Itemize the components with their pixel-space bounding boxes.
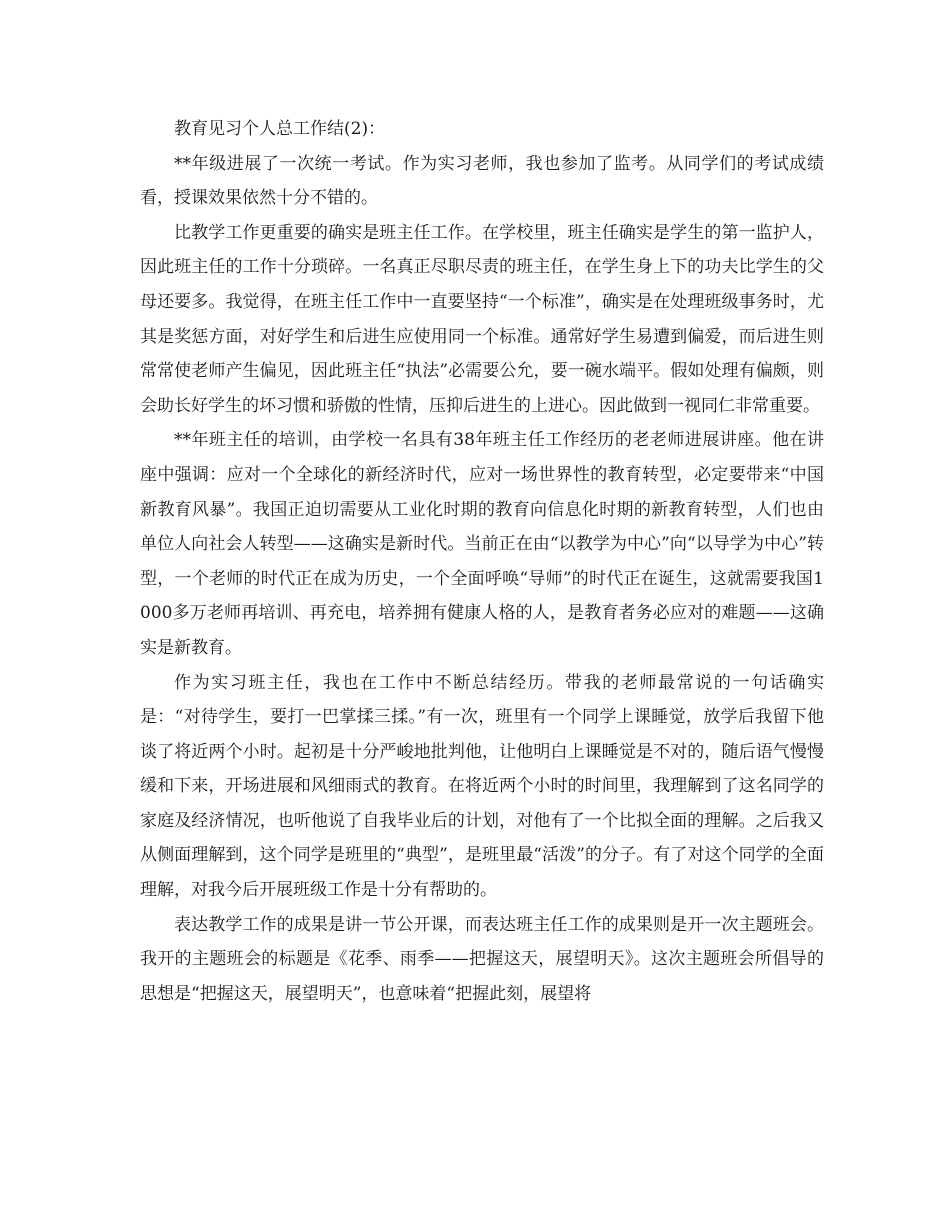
document-body [140,112,824,1011]
paragraph-exam: **年级进展了一次统一考试。作为实习老师，我也参加了监考。从同学们的考试成绩看，授课效果依然十分不错的。 [140,153,824,209]
document-heading: 教育见习个人总工作结(2)： [174,119,386,139]
paragraph-training-lecture: **年班主任的培训，由学校一名具有38年班主任工作经历的老老师进展讲座。他在讲座中强调：应对一个全球化的新经济时代，应对一场世界性的教育转型，必定要带来“中国新教育风暴”。我国正迫切需要从工业化时期的教育向信息化时期的新教育转型，人们也由单位人向社会人转型——这确实是新时代。当前正在由“以教学为中心”向“以导学为中心”转型，一个老师的时代正在成为历史，一个全面呼唤“导师”的时代正在诞生，这就需要我国1000多万老师再培训、再充电，培养拥有健康人格的人，是教育者务必应对的难题——这确实是新教育。 [140,430,824,658]
paragraph-theme-class-meeting: 表达教学工作的成果是讲一节公开课，而表达班主任工作的成果则是开一次主题班会。我开的主题班会的标题是《花季、雨季——把握这天，展望明天》。这次主题班会所倡导的思想是“把握这天，展望明天”，也意味着“把握此刻，展望将 [140,914,824,1004]
paragraph-intern-experience: 作为实习班主任，我也在工作中不断总结经历。带我的老师最常说的一句话确实是：“对待学生，要打一巴掌揉三揉。”有一次，班里有一个同学上课睡觉，放学后我留下他谈了将近两个小时。起初是十分严峻地批判他，让他明白上课睡觉是不对的，随后语气慢慢缓和下来，开场进展和风细雨式的教育。在将近两个小时的时间里，我理解到了这名同学的家庭及经济情况，也听他说了自我毕业后的计划，对他有了一个比拟全面的理解。之后我又从侧面理解到，这个同学是班里的“典型”，是班里最“活泼”的分子。有了对这个同学的全面理解，对我今后开展班级工作是十分有帮助的。 [140,672,824,901]
paragraph-class-teacher-work: 比教学工作更重要的确实是班主任工作。在学校里，班主任确实是学生的第一监护人，因此班主任的工作十分琐碎。一名真正尽职尽责的班主任，在学生身上下的功夫比学生的父母还要多。我觉得，在班主任工作中一直要坚持“一个标准”，确实是在处理班级事务时，尤其是奖惩方面，对好学生和后进生应使用同一个标准。通常好学生易遭到偏爱，而后进生则常常使老师产生偏见，因此班主任“执法”必需要公允，要一碗水端平。假如处理有偏颇，则会助长好学生的坏习惯和骄傲的性情，压抑后进生的上进心。因此做到一视同仁非常重要。 [140,222,824,416]
